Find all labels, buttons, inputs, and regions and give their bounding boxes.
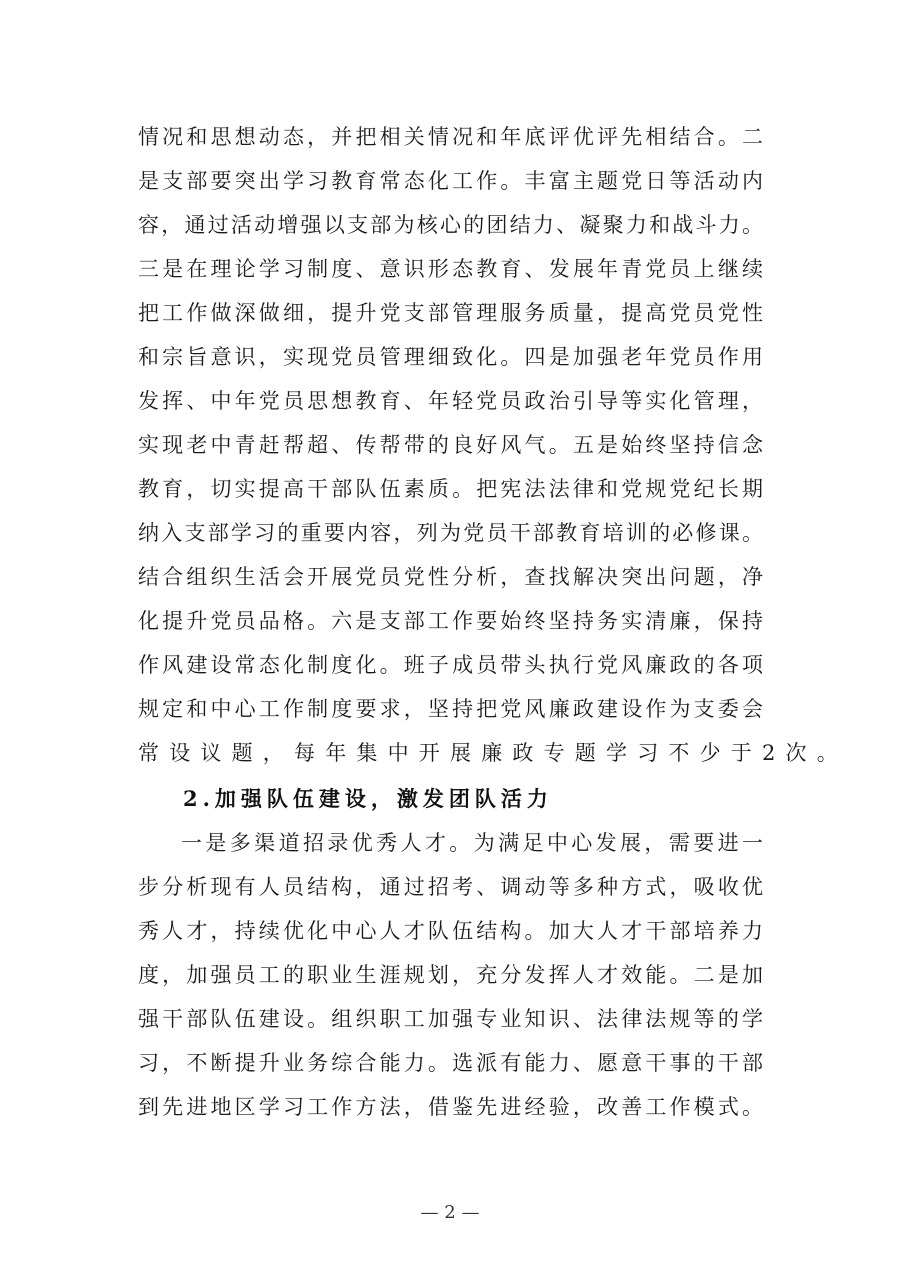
body-text-line: 和宗旨意识，实现党员管理细致化。四是加强老年党员作用 xyxy=(138,345,763,369)
body-text-line: 三是在理论学习制度、意识形态教育、发展年青党员上继续 xyxy=(138,257,763,281)
body-text-line: 情况和思想动态，并把相关情况和年底评优评先相结合。二 xyxy=(138,125,763,149)
body-text-line: 教育，切实提高干部队伍素质。把宪法法律和党规党纪长期 xyxy=(138,477,763,501)
body-text-line: 习，不断提升业务综合能力。选派有能力、愿意干事的干部 xyxy=(138,1051,763,1075)
page-number: — 2 — xyxy=(420,1202,480,1223)
body-text-line: 作风建设常态化制度化。班子成员带头执行党风廉政的各项 xyxy=(138,653,763,677)
body-text-line: 实现老中青赶帮超、传帮带的良好风气。五是始终坚持信念 xyxy=(138,433,763,457)
body-text-line: 结合组织生活会开展党员党性分析，查找解决突出问题，净 xyxy=(138,565,763,589)
body-text-line: 规定和中心工作制度要求，坚持把党风廉政建设作为支委会 xyxy=(138,697,763,721)
body-text-line: 是支部要突出学习教育常态化工作。丰富主题党日等活动内 xyxy=(138,169,763,193)
body-text-line: 纳入支部学习的重要内容，列为党员干部教育培训的必修课。 xyxy=(138,521,763,545)
body-text-line: 常设议题，每年集中开展廉政专题学习不少于2次。 xyxy=(138,741,848,765)
body-text-line: 秀人才，持续优化中心人才队伍结构。加大人才干部培养力 xyxy=(138,919,763,943)
body-text-line: 化提升党员品格。六是支部工作要始终坚持务实清廉，保持 xyxy=(138,609,763,633)
body-text-line: 到先进地区学习工作方法，借鉴先进经验，改善工作模式。 xyxy=(138,1095,763,1119)
body-text-line: 发挥、中年党员思想教育、年轻党员政治引导等实化管理， xyxy=(138,389,763,413)
body-text-line: 一是多渠道招录优秀人才。为满足中心发展，需要进一 xyxy=(181,831,763,855)
section-heading: 2.加强队伍建设，激发团队活力 xyxy=(183,786,553,811)
body-text-line: 容，通过活动增强以支部为核心的团结力、凝聚力和战斗力。 xyxy=(138,213,763,237)
body-text-line: 度，加强员工的职业生涯规划，充分发挥人才效能。二是加 xyxy=(138,963,763,987)
body-text-line: 把工作做深做细，提升党支部管理服务质量，提高党员党性 xyxy=(138,301,763,325)
body-text-line: 步分析现有人员结构，通过招考、调动等多种方式，吸收优 xyxy=(138,875,763,899)
body-text-line: 强干部队伍建设。组织职工加强专业知识、法律法规等的学 xyxy=(138,1007,763,1031)
